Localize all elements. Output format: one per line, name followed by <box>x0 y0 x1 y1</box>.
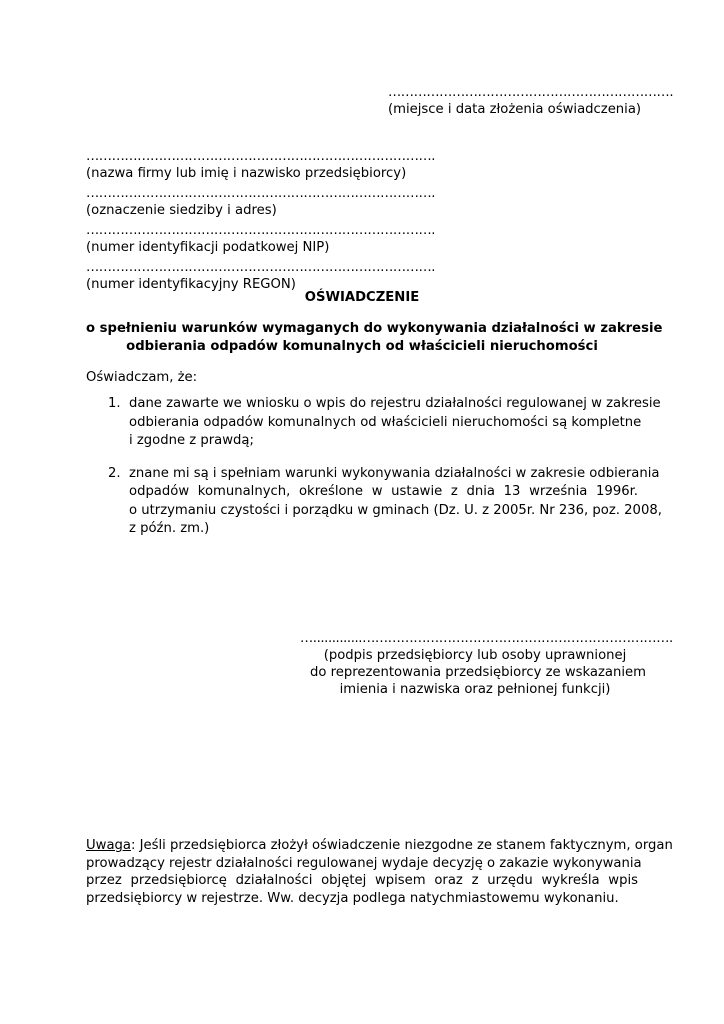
company-name-label: (nazwa firmy lub imię i nazwisko przedsiębiorcy) <box>86 166 407 181</box>
note-label: Uwaga <box>86 838 131 853</box>
declaration-line: o utrzymaniu czystości i porządku w gminach (Dz. U. z 2005r. Nr 236, poz. 2008, <box>129 502 662 518</box>
declaration-number: 1. <box>108 396 121 411</box>
company-regon-dots: ………………………………………………………………………. <box>86 260 436 275</box>
document-title: OŚWIADCZENIE <box>304 290 420 305</box>
declaration-item-1 <box>86 395 661 451</box>
note-line-2: prowadzący rejestr działalności regulowanej wydaje decyzję o zakazie wykonywania <box>86 855 642 871</box>
signature-caption <box>300 647 646 698</box>
declaration-line: i zgodne z prawdą; <box>129 433 254 448</box>
document-subtitle <box>86 320 663 356</box>
company-name-dots: ………………………………………………………………………. <box>86 149 436 164</box>
place-date-dots: …………………………………………………………. <box>388 85 674 100</box>
signature-caption-line-1: (podpis przedsiębiorcy lub osoby uprawnionej <box>323 648 627 663</box>
subtitle-line-2: odbierania odpadów komunalnych od właścicieli nieruchomości <box>126 339 598 354</box>
company-nip-dots: ………………………………………………………………………. <box>86 223 436 238</box>
warning-note <box>86 837 673 907</box>
declaration-item-2 <box>86 465 662 539</box>
declaration-line: z późn. zm.) <box>129 521 210 536</box>
company-address-label: (oznaczenie siedziby i adres) <box>86 203 277 218</box>
company-nip-label: (numer identyfikacji podatkowej NIP) <box>86 240 330 255</box>
company-data-block <box>86 148 436 293</box>
declaration-number: 2. <box>108 465 121 481</box>
signature-block <box>300 630 673 698</box>
note-line-1 <box>86 837 673 855</box>
intro-text: Oświadczam, że: <box>86 370 198 385</box>
declarations-list <box>86 395 662 553</box>
declaration-line: znane mi są i spełniam warunki wykonywania działalności w zakresie odbierania <box>129 465 660 481</box>
company-regon-label: (numer identyfikacyjny REGON) <box>86 277 296 292</box>
note-line-1-text: : Jeśli przedsiębiorca złożył oświadczenie niezgodne ze stanem faktycznym, organ <box>130 838 673 853</box>
company-address-dots: ………………………………………………………………………. <box>86 186 436 201</box>
declaration-line: odbierania odpadów komunalnych od właścicieli nieruchomości są kompletne <box>129 414 642 430</box>
declaration-line: odpadów komunalnych, określone w ustawie z dnia 13 września 1996r. <box>129 484 638 499</box>
subtitle-line-1: o spełnieniu warunków wymaganych do wykonywania działalności w zakresie <box>86 321 663 336</box>
signature-dots: ….............………………………………………………………………. <box>300 631 673 646</box>
note-line-4: przedsiębiorcy w rejestrze. Ww. decyzja podlega natychmiastowemu wykonaniu. <box>86 890 619 906</box>
signature-caption-line-2: do reprezentowania przedsiębiorcy ze wskazaniem <box>310 665 646 680</box>
place-date-label: (miejsce i data złożenia oświadczenia) <box>388 102 642 117</box>
place-date-block <box>388 84 674 118</box>
signature-caption-line-3: imienia i nazwiska oraz pełnionej funkcji) <box>339 682 611 697</box>
note-line-3: przez przedsiębiorcę działalności objętej wpisem oraz z urzędu wykreśla wpis <box>86 873 638 888</box>
declaration-line: dane zawarte we wniosku o wpis do rejestru działalności regulowanej w zakresie <box>129 396 661 411</box>
